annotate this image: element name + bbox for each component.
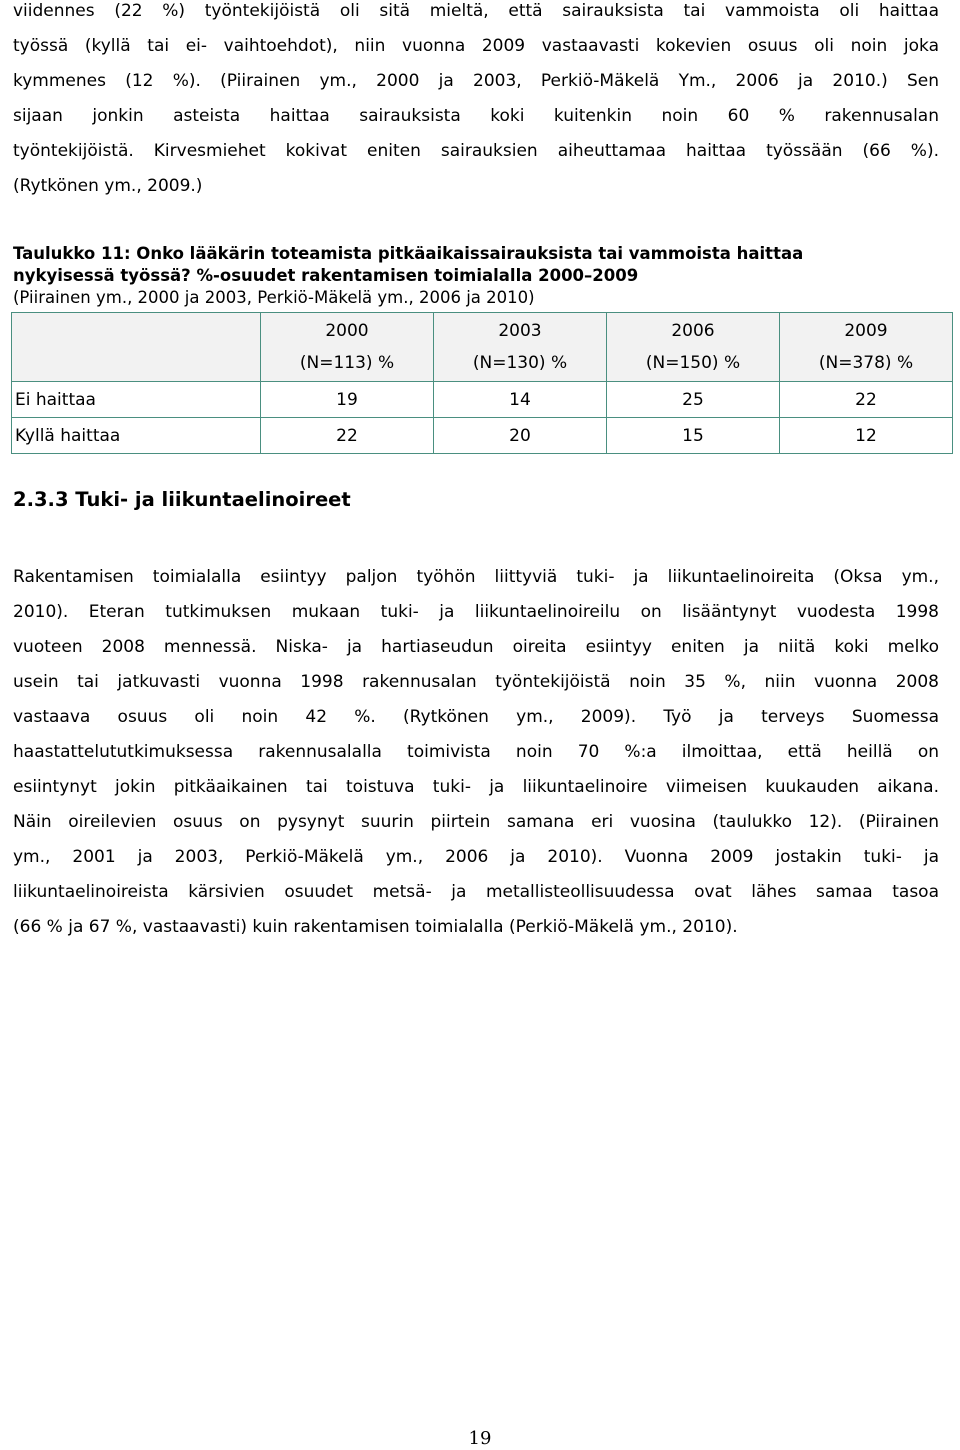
text-line: (66 % ja 67 %, vastaavasti) kuin rakentamisen toimialalla (Perkiö-Mäkelä ym., 2010).: [13, 917, 738, 937]
intro-paragraph: [13, 0, 939, 204]
caption-title: Taulukko 11: Onko lääkärin toteamista pitkäaikaissairauksista tai vammoista haittaa: [13, 244, 804, 263]
table-row: [12, 418, 953, 454]
body-paragraph: [13, 560, 939, 945]
table-cell: 19: [261, 382, 434, 418]
header-cell: [261, 313, 434, 382]
table-header-row: [12, 313, 953, 382]
table-caption: [13, 243, 939, 309]
text-line: työntekijöistä. Kirvesmiehet kokivat eniten sairauksien aiheuttamaa haittaa työssään (66 %).: [13, 141, 939, 161]
text-line: haastattelututkimuksessa rakennusalalla toimivista noin 70 %:a ilmoittaa, että heillä on: [13, 742, 939, 762]
table-cell: 25: [607, 382, 780, 418]
text-line: 2010). Eteran tutkimuksen mukaan tuki- ja liikuntaelinoireilu on lisääntynyt vuodesta 1998: [13, 602, 939, 622]
header-sample-size: (N=130) %: [472, 353, 568, 373]
table-cell: 22: [780, 382, 953, 418]
text-line: sijaan jonkin asteista haittaa sairauksista koki kuitenkin noin 60 % rakennusalan: [13, 106, 939, 126]
header-year: 2009: [844, 321, 888, 341]
row-label: Kyllä haittaa: [12, 418, 261, 454]
header-year: 2003: [498, 321, 542, 341]
header-year: 2000: [325, 321, 369, 341]
text-line: työssä (kyllä tai ei- vaihtoehdot), niin vuonna 2009 vastaavasti kokevien osuus oli noin joka: [13, 36, 939, 56]
text-line: Näin oireilevien osuus on pysynyt suurin piirtein samana eri vuosina (taulukko 12). (Piirainen: [13, 812, 939, 832]
header-year: 2006: [671, 321, 715, 341]
data-table: [11, 312, 953, 454]
text-line: (Rytkönen ym., 2009.): [13, 176, 203, 196]
text-line: viidennes (22 %) työntekijöistä oli sitä mieltä, että sairauksista tai vammoista oli haittaa: [13, 1, 939, 21]
header-sample-size: (N=150) %: [645, 353, 741, 373]
table-cell: 12: [780, 418, 953, 454]
text-line: vastaava osuus oli noin 42 %. (Rytkönen ym., 2009). Työ ja terveys Suomessa: [13, 707, 939, 727]
table-cell: 22: [261, 418, 434, 454]
header-empty-cell: [12, 313, 261, 382]
header-sample-size: (N=378) %: [818, 353, 914, 373]
header-cell: [780, 313, 953, 382]
caption-title-cont: nykyisessä työssä? %-osuudet rakentamisen toimialalla 2000–2009: [13, 266, 639, 285]
text-line: vuoteen 2008 mennessä. Niska- ja hartiaseudun oireita esiintyy eniten ja niitä koki melko: [13, 637, 939, 657]
section-heading: 2.3.3 Tuki- ja liikuntaelinoireet: [13, 488, 351, 511]
text-line: ym., 2001 ja 2003, Perkiö-Mäkelä ym., 2006 ja 2010). Vuonna 2009 jostakin tuki- ja: [13, 847, 939, 867]
table-row: [12, 382, 953, 418]
caption-source: (Piirainen ym., 2000 ja 2003, Perkiö-Mäkelä ym., 2006 ja 2010): [13, 288, 535, 307]
text-line: liikuntaelinoireista kärsivien osuudet metsä- ja metallisteollisuudessa ovat lähes samaa tasoa: [13, 882, 939, 902]
header-cell: [434, 313, 607, 382]
row-label: Ei haittaa: [12, 382, 261, 418]
header-sample-size: (N=113) %: [299, 353, 395, 373]
table-cell: 20: [434, 418, 607, 454]
page-number: 19: [468, 1428, 492, 1449]
table-cell: 14: [434, 382, 607, 418]
header-cell: [607, 313, 780, 382]
text-line: usein tai jatkuvasti vuonna 1998 rakennusalan työntekijöistä noin 35 %, niin vuonna 2008: [13, 672, 939, 692]
text-line: esiintynyt jokin pitkäaikainen tai toistuva tuki- ja liikuntaelinoire viimeisen kuukauden aikana.: [13, 777, 939, 797]
text-line: kymmenes (12 %). (Piirainen ym., 2000 ja 2003, Perkiö-Mäkelä Ym., 2006 ja 2010.) Sen: [13, 71, 939, 91]
text-line: Rakentamisen toimialalla esiintyy paljon työhön liittyviä tuki- ja liikuntaelinoireita (Oksa ym.,: [13, 567, 939, 587]
table-cell: 15: [607, 418, 780, 454]
